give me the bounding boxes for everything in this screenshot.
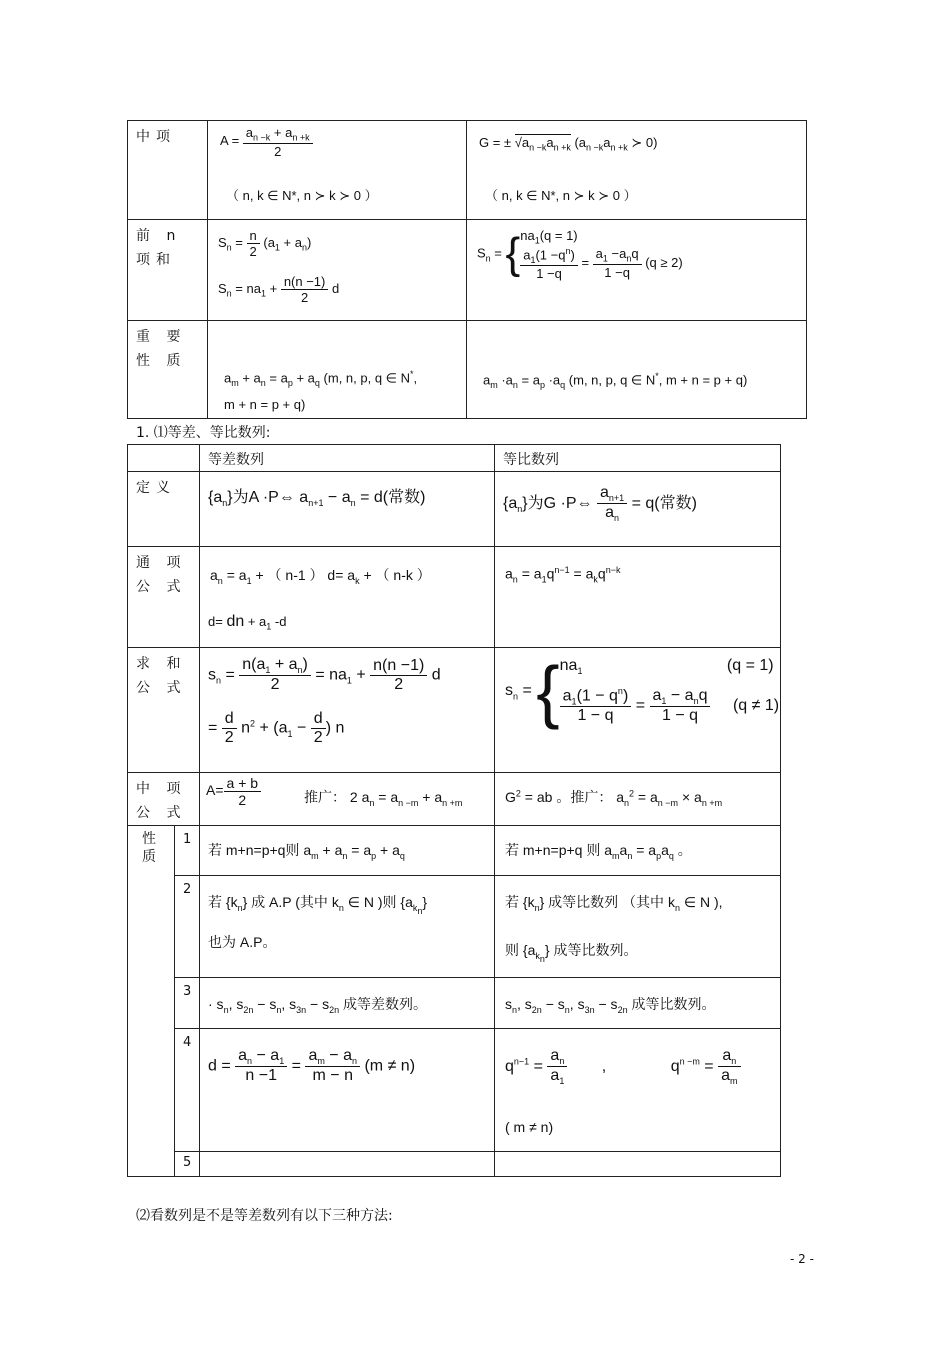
gp-tuiguang: 推广：	[570, 789, 613, 805]
p2-ap-d: 也为 A.P。	[208, 934, 277, 950]
cell-gp-p4: $q^{n-1}$ = $\frac{a_n}{a_1}$ , $q^{n -m}$ = $\frac{a_n}{a_m}$ ( m ≠ n)	[495, 1029, 781, 1152]
cell-ap-p5	[200, 1152, 495, 1177]
p2-gp-b: 成等比数列 （其中	[548, 894, 665, 910]
ap-middle-note: （ n, k ∈ N*, n ≻ k ≻ 0 ）	[226, 188, 378, 203]
p2-ap-c: )则	[377, 894, 397, 910]
cell-label-def	[128, 472, 200, 547]
cell-label-mid	[128, 773, 200, 826]
p2-ap-a: 若	[208, 894, 222, 910]
cell-gp-p5	[495, 1152, 781, 1177]
prop-number: 2	[183, 882, 192, 897]
p2-gp-d: 成等比数列。	[553, 942, 638, 958]
cell-ap-sum2: $s_n$ = $\frac{n(a_1 + a_n)}{2}$ = $na_1$ + $\frac{n(n -1)}{2}$ d = $\frac{d}{2}$ $n^2 + (a_1$ − $\frac{d}{2}$ ) n	[200, 648, 495, 773]
p2-gp-a: 若	[505, 894, 519, 910]
header-empty	[128, 445, 200, 472]
row-label: 重 要 性 质	[136, 329, 187, 369]
cell-ap-p2: 若 $\{k_n\}$ 成 A.P (其中 $k_n$ ∈ N )则 $\{a_{k_n}\}$ 也为 A.P。	[200, 876, 495, 978]
ap-tuiguang: 推广：	[304, 789, 346, 805]
p2-ap-b: 成 A.P (其中	[251, 894, 328, 910]
prop-num-5	[175, 1152, 200, 1177]
section-2-title: ⑵看数列是不是等差数列有以下三种方法:	[136, 1208, 393, 1224]
cell-gp-p3: $s_n$, $s_{2n} - s_n$, $s_{3n} - s_{2n}$ 成等比数列。	[495, 978, 781, 1029]
p1-gp-text: 若 m+n=p+q 则	[505, 842, 601, 858]
cell-ap-middle: A = $\frac{a_{n -k} + a_{n +k}}{2}$ （ n, k ∈ N*, n ≻ k ≻ 0 ）	[208, 121, 467, 220]
cell-ap-p3: · $s_n$, $s_{2n} - s_n$, $s_{3n} - s_{2n}$ 成等差数列。	[200, 978, 495, 1029]
cell-gp-sum: $S_n$ = { $na_1(q = 1)$ $\frac{a_1(1 -q^n)}{1 -q}$ = $\frac{a_1 -a_nq}{1 -q}$ (q ≥ 2)	[467, 220, 807, 321]
cell-gp-p2: 若 $\{k_n\}$ 成等比数列 （其中 $k_n$ ∈ N ), 则 $\{a_{k_n}\}$ 成等比数列。	[495, 876, 781, 978]
cell-gp-general: $a_n = a_1q^{n-1} = a_kq^{n-k}$	[495, 547, 781, 648]
cell-gp-mid: $G^2$ = ab 。推广： $a_n^2 = a_{n -m} \times a_{n +m}$	[495, 773, 781, 826]
ap-def-const: (常数)	[382, 489, 426, 506]
cell-ap-mid: A= $\frac{a + b}{2}$ 推广： 2 $a_n = a_{n -m} + a_{n +m}$	[200, 773, 495, 826]
cell-ap-general: $a_n = a_1$ + （ n-1 ） $d= a_k$ + （ n-k ） d= dn + $a_1$ -d	[200, 547, 495, 648]
prop-number: 4	[183, 1035, 192, 1050]
cell-ap-p1: 若 m+n=p+q则 $a_m + a_n = a_p + a_q$	[200, 826, 495, 876]
cell-label-middle	[128, 121, 208, 220]
row-label: 通 项 公 式	[136, 555, 187, 595]
prop-num-1	[175, 826, 200, 876]
cell-ap-p4: d = $\frac{a_n - a_1}{n -1}$ = $\frac{a_m - a_n}{m - n}$ (m ≠ n)	[200, 1029, 495, 1152]
cell-gp-props: $a_m \cdot a_n = a_p \cdot a_q$ (m, n, p, q ∈ N*, m + n = p + q)	[467, 321, 807, 419]
col-gp-title: 等比数列	[503, 452, 559, 468]
prop-num-3	[175, 978, 200, 1029]
p2-gp-c: 则	[505, 942, 519, 958]
prop-number: 1	[183, 832, 192, 847]
cell-label-props2	[128, 826, 175, 1177]
p3-gp-tail: 成等比数列。	[631, 996, 716, 1012]
gp-middle-note: （ n, k ∈ N*, n ≻ k ≻ 0 ）	[485, 188, 637, 203]
cell-label-props	[128, 321, 208, 419]
header-gp	[495, 445, 781, 472]
cell-label-sum2	[128, 648, 200, 773]
gp-def-const: (常数)	[654, 494, 697, 512]
p1-ap-text: 若 m+n=p+q则	[208, 842, 300, 858]
gp-def-text: 为G ·P⇔	[527, 494, 593, 512]
table-ap-gp	[127, 444, 781, 1177]
row-label: 前 n 项和	[136, 228, 182, 268]
cell-gp-middle: G = ± $√a_{n -k}a_{n +k}$ ($a_{n -k}a_{n +k}$ ≻ 0) （ n, k ∈ N*, n ≻ k ≻ 0 ）	[467, 121, 807, 220]
row-label: 中项	[136, 129, 176, 145]
page-number: - 2 -	[790, 1252, 814, 1266]
row-label: 性 质	[142, 831, 158, 865]
cell-ap-def: $\{a_n\}$为A ·P⇔ $a_{n+1} - a_n = d$(常数)	[200, 472, 495, 547]
p3-ap-tail: 成等差数列。	[343, 996, 428, 1012]
cell-gp-p1: 若 m+n=p+q 则 $a_ma_n = a_pa_q$ 。	[495, 826, 781, 876]
cell-gp-def: $\{a_n\}$为G ·P⇔ $\frac{a_{n+1}}{a_n}$ = q(常数)	[495, 472, 781, 547]
prop-number: 3	[183, 984, 192, 999]
prop-num-4	[175, 1029, 200, 1152]
row-label: 中 项 公 式	[136, 781, 187, 821]
table-summary-top	[127, 120, 807, 419]
cell-label-sum	[128, 220, 208, 321]
row-label: 定义	[136, 480, 176, 496]
cell-ap-props: $a_m + a_n = a_p + a_q$ (m, n, p, q ∈ N*, m + n = p + q)	[208, 321, 467, 419]
col-ap-title: 等差数列	[208, 452, 264, 468]
cell-gp-sum2: $s_n$ = { $na_1$ (q = 1) $\frac{a_1(1 - q^n)}{1 - q}$ = $\frac{a_1 - a_nq}{1 - q}$ (q ≠ 1)	[495, 648, 781, 773]
prop-num-2	[175, 876, 200, 978]
cell-ap-sum: $S_n$ = $\frac{n}{2}$ $(a_1 + a_n)$ $S_n = na_1$ + $\frac{n(n -1)}{2}$ d	[208, 220, 467, 321]
row-label: 求 和 公 式	[136, 656, 187, 696]
cell-label-general	[128, 547, 200, 648]
section-1-title: 1. ⑴等差、等比数列:	[136, 425, 271, 441]
prop-number: 5	[183, 1155, 192, 1170]
ap-def-text: 为A ·P⇔	[232, 489, 295, 506]
header-ap	[200, 445, 495, 472]
